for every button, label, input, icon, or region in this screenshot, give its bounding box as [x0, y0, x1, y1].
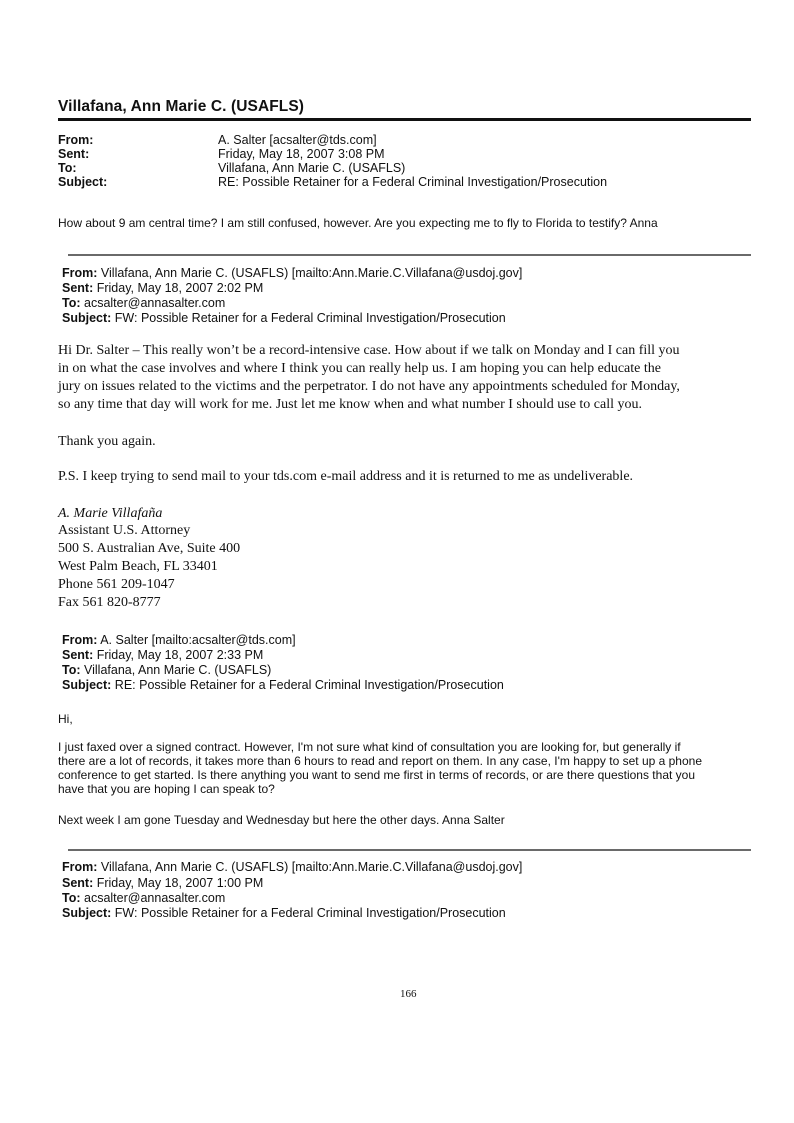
signature-phone: Phone 561 209-1047 [58, 577, 175, 592]
msg2-to-value: acsalter@annasalter.com [84, 296, 226, 310]
msg2-body-line: jury on issues related to the victims and the perpetrator. I do not have any appointments scheduled for Monday, [58, 379, 680, 394]
signature-address-1: 500 S. Australian Ave, Suite 400 [58, 541, 241, 556]
msg4-subject-label: Subject: [62, 906, 112, 920]
msg4-to-value: acsalter@annasalter.com [84, 891, 226, 905]
msg3-body-line: there are a lot of records, it takes more than 6 hours to read and report on them. In any case, I'm happy to set up a phone [58, 754, 702, 768]
msg3-subject-row [62, 678, 504, 692]
msg3-to-value: Villafana, Ann Marie C. (USAFLS) [84, 663, 272, 677]
msg2-thanks: Thank you again. [58, 434, 156, 449]
header-from-value: A. Salter [acsalter@tds.com] [218, 133, 377, 147]
document-title: Villafana, Ann Marie C. (USAFLS) [58, 98, 305, 115]
msg4-sent-row [62, 876, 263, 890]
msg3-subject-label: Subject: [62, 678, 112, 692]
msg3-greeting: Hi, [58, 712, 73, 726]
msg4-from-label: From: [62, 860, 98, 874]
msg2-subject-value: FW: Possible Retainer for a Federal Criminal Investigation/Prosecution [114, 311, 506, 325]
msg2-to-label: To: [62, 296, 81, 310]
header-subject-label: Subject: [58, 175, 108, 189]
header-sent-value: Friday, May 18, 2007 3:08 PM [218, 147, 385, 161]
msg4-subject-row [62, 906, 506, 920]
signature-address-2: West Palm Beach, FL 33401 [58, 559, 218, 574]
header-subject-value: RE: Possible Retainer for a Federal Criminal Investigation/Prosecution [218, 175, 608, 189]
msg3-sent-label: Sent: [62, 648, 94, 662]
msg2-from-value: Villafana, Ann Marie C. (USAFLS) [mailto:Ann.Marie.C.Villafana@usdoj.gov] [100, 266, 523, 280]
msg3-from-value: A. Salter [mailto:acsalter@tds.com] [100, 633, 296, 647]
msg4-to-label: To: [62, 891, 81, 905]
message-separator [68, 254, 751, 256]
msg2-sent-row [62, 281, 263, 295]
msg2-subject-row [62, 311, 506, 325]
msg3-body-line: have that you are hoping I can speak to? [58, 782, 275, 796]
msg3-sent-value: Friday, May 18, 2007 2:33 PM [96, 648, 264, 662]
msg2-body-line: so any time that day will work for me. Just let me know when and what number I should use to call you. [58, 397, 643, 412]
msg3-sent-row [62, 648, 263, 662]
msg4-to-row [62, 891, 225, 905]
msg3-body-line: I just faxed over a signed contract. However, I'm not sure what kind of consultation you are looking for, but generally if [58, 740, 681, 754]
header-from-label: From: [58, 133, 94, 147]
signature-title: Assistant U.S. Attorney [58, 523, 191, 538]
page-number: 166 [400, 988, 417, 1000]
msg2-ps: P.S. I keep trying to send mail to your tds.com e-mail address and it is returned to me as undeliverable. [58, 469, 634, 484]
msg4-sent-label: Sent: [62, 876, 94, 890]
header-to-value: Villafana, Ann Marie C. (USAFLS) [218, 161, 406, 175]
msg3-to-label: To: [62, 663, 81, 677]
msg3-from-label: From: [62, 633, 98, 647]
message-separator [68, 849, 751, 851]
top-body-text: How about 9 am central time? I am still confused, however. Are you expecting me to fly to Florida to testify? Anna [58, 216, 658, 230]
msg3-from-row [62, 633, 296, 647]
header-sent-label: Sent: [58, 147, 90, 161]
msg3-to-row [62, 663, 271, 677]
msg2-from-label: From: [62, 266, 98, 280]
msg4-from-row [62, 860, 522, 874]
msg3-subject-value: RE: Possible Retainer for a Federal Criminal Investigation/Prosecution [114, 678, 504, 692]
msg2-body-line: in on what the case involves and where I think you can really help us. I am hoping you can help educate the [58, 361, 661, 376]
msg4-from-value: Villafana, Ann Marie C. (USAFLS) [mailto:Ann.Marie.C.Villafana@usdoj.gov] [100, 860, 523, 874]
msg2-sent-label: Sent: [62, 281, 94, 295]
msg2-to-row [62, 296, 225, 310]
msg3-closing: Next week I am gone Tuesday and Wednesday but here the other days. Anna Salter [58, 813, 505, 827]
title-rule [58, 118, 751, 121]
signature-fax: Fax 561 820-8777 [58, 595, 161, 610]
msg2-subject-label: Subject: [62, 311, 112, 325]
msg4-subject-value: FW: Possible Retainer for a Federal Criminal Investigation/Prosecution [114, 906, 506, 920]
msg2-sent-value: Friday, May 18, 2007 2:02 PM [96, 281, 264, 295]
msg2-body-line: Hi Dr. Salter – This really won’t be a record-intensive case. How about if we talk on Monday and I can fill you [58, 343, 680, 358]
msg2-from-row [62, 266, 522, 280]
msg3-body-line: conference to get started. Is there anything you want to send me first in terms of records, or are there questions that you [58, 768, 696, 782]
signature-name: A. Marie Villafaña [58, 506, 163, 521]
header-to-label: To: [58, 161, 77, 175]
msg4-sent-value: Friday, May 18, 2007 1:00 PM [96, 876, 264, 890]
